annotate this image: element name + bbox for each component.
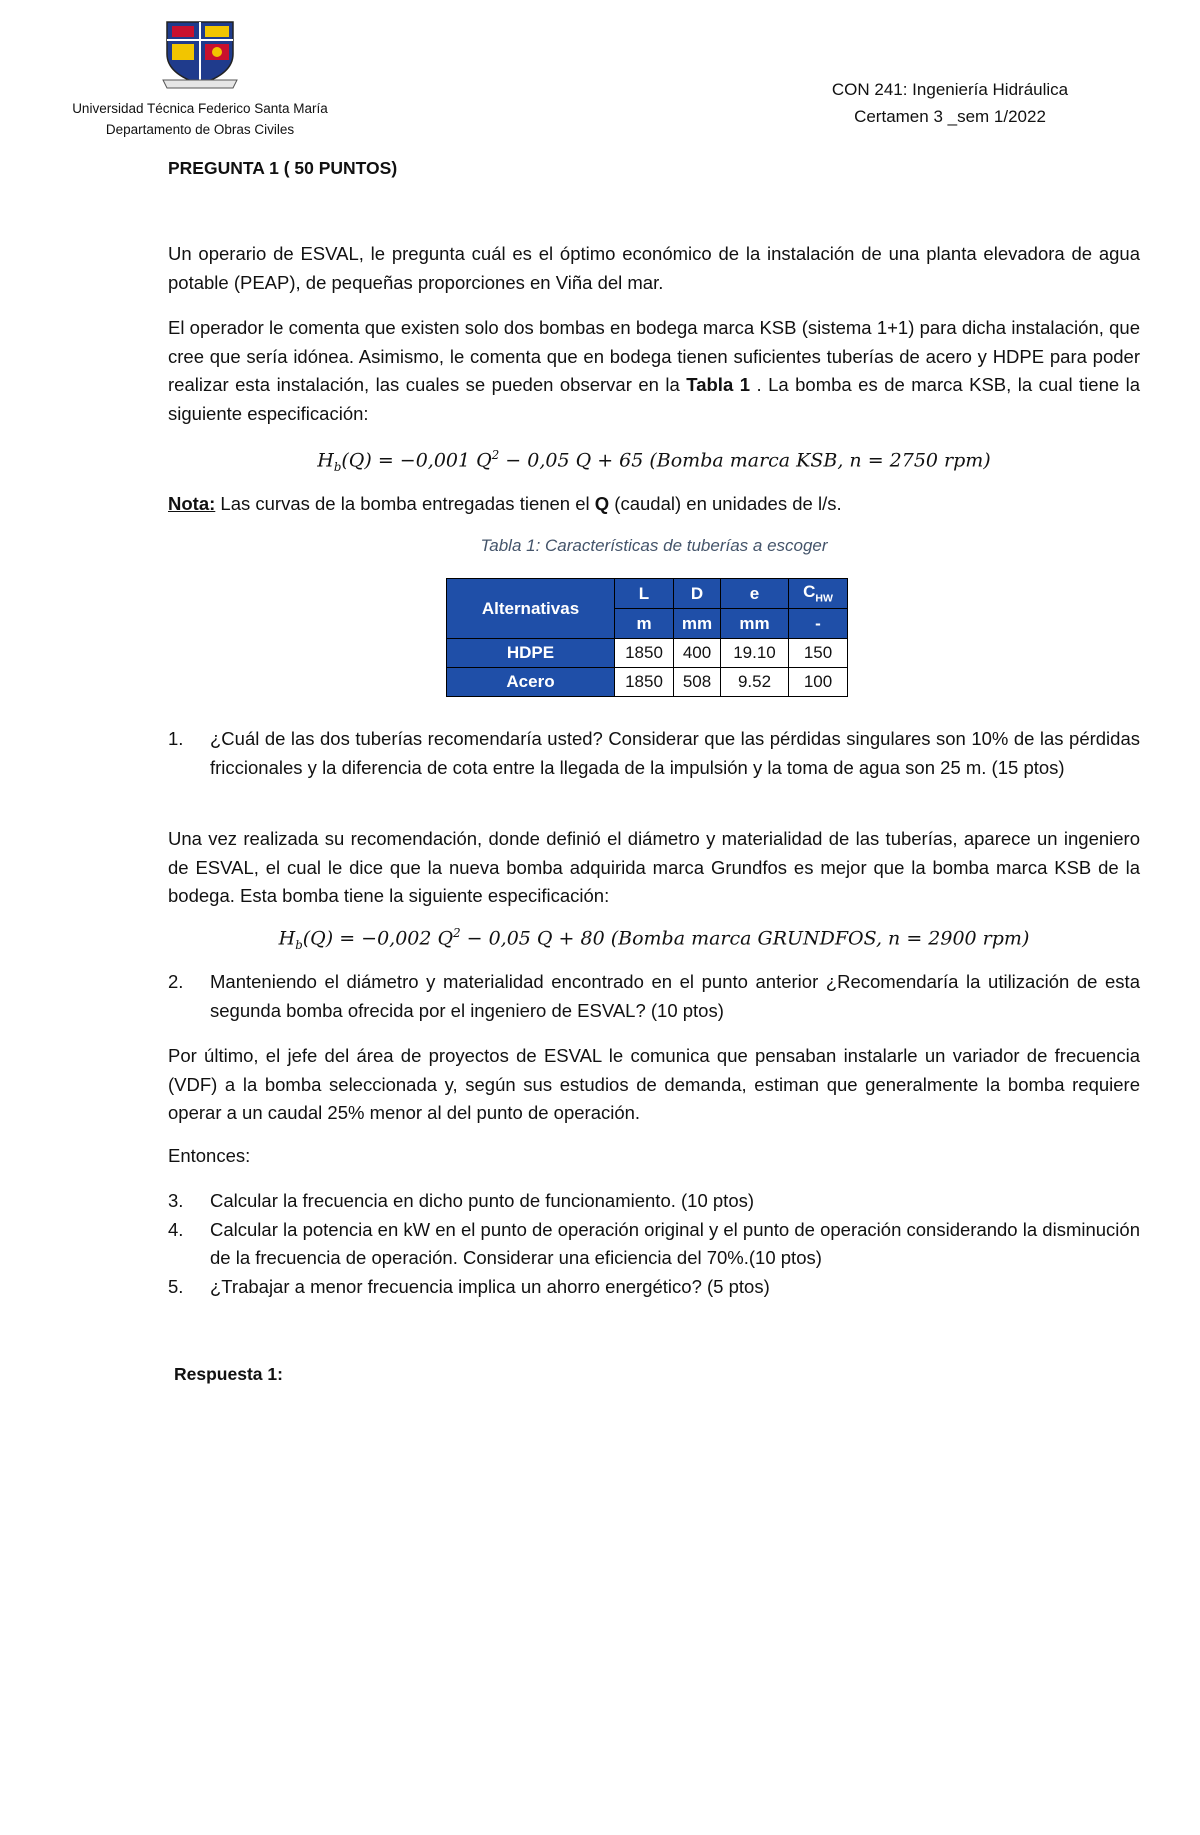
- answer-label: Respuesta 1:: [174, 1364, 283, 1384]
- item-text: Manteniendo el diámetro y materialidad encontrado en el punto anterior ¿Recomendaría la utilización de esta segunda bomba ofrecida por el ingeniero de ESVAL? (10 ptos): [210, 971, 1140, 1021]
- intro-paragraph-1: Un operario de ESVAL, le pregunta cuál es el óptimo económico de la instalación de una planta elevadora de agua potable (PEAP), de pequeñas proporciones en Viña del mar.: [168, 243, 1140, 293]
- paragraph-vdf: Por último, el jefe del área de proyectos de ESVAL le comunica que pensaban instalarle un variador de frecuencia (VDF) a la bomba seleccionada y, según sus estudios de demanda, estiman que generalmente la bomba requiere operar a un caudal 25% menor al del punto de operación.: [168, 1045, 1140, 1123]
- course-name: CON 241: Ingeniería Hidráulica: [831, 80, 1069, 99]
- paragraph-entonces: Entonces:: [168, 1145, 251, 1166]
- col-header-C: $C_{HW}$: [789, 579, 848, 609]
- table-cell: 9.52: [721, 668, 789, 697]
- exam-name: Certamen 3 _sem 1/2022: [854, 107, 1046, 126]
- item-number: 5.: [168, 1275, 184, 1297]
- intro-text-a: El operador le comenta que existen solo dos bombas en bodega marca KSB (sistema 1+1) para dicha instalación, que cree que sería idónea. Asimismo, le comenta que en bodega tienen suficientes tuberías de acero y HDPE para poder realizar esta instalación, las cuales se pueden observar en la: [168, 317, 1140, 395]
- col-unit-L: m: [615, 609, 674, 639]
- question-item-4: [168, 1216, 1140, 1273]
- university-logo: [155, 18, 245, 90]
- table-cell: 1850: [615, 639, 674, 668]
- item-number: 1.: [168, 728, 184, 749]
- intro-text-b: . La bomba es de marca KSB, la cual tiene la siguiente especificación:: [168, 374, 1141, 424]
- ksb-pump-equation: $H_b(Q) = -0,001$ $Q^2 - 0,05$ Q + 65 (Bomba marca KSB, n = 2750 rpm): [317, 448, 991, 475]
- col-header-e: e: [721, 579, 789, 609]
- item-number: 4.: [168, 1218, 184, 1240]
- question-item-2: [168, 968, 1140, 1025]
- table-cell: 100: [789, 668, 848, 697]
- note-label: Nota:: [168, 493, 216, 514]
- item-number: 3.: [168, 1190, 184, 1211]
- item-text: Calcular la potencia en kW en el punto de operación original y el punto de operación considerando la disminución de la frecuencia de operación. Considerar una eficiencia del 70%.(10 ptos): [210, 1218, 1140, 1268]
- item-text: Calcular la frecuencia en dicho punto de funcionamiento. (10 ptos): [210, 1190, 755, 1211]
- university-name: Universidad Técnica Federico Santa María: [72, 101, 328, 116]
- course-header: [800, 76, 1100, 130]
- table-caption: Tabla 1: Características de tuberías a escoger: [480, 536, 828, 555]
- table-cell: 508: [674, 668, 721, 697]
- col-header-D: D: [674, 579, 721, 609]
- item-text: ¿Trabajar a menor frecuencia implica un ahorro energético? (5 ptos): [210, 1275, 770, 1297]
- table-cell: 400: [674, 639, 721, 668]
- grundfos-pump-equation: $H_b(Q) = -0,002$ $Q^2 - 0,05$ Q + 80 (Bomba marca GRUNDFOS, n = 2900 rpm): [278, 926, 1030, 953]
- table-header-alternatives: Alternativas: [447, 579, 615, 639]
- question-item-1: [168, 725, 1140, 782]
- table-cell: 1850: [615, 668, 674, 697]
- question-items-3-5: [168, 1187, 1140, 1301]
- item-text: ¿Cuál de las dos tuberías recomendaría usted? Considerar que las pérdidas singulares son 10% de las pérdidas friccionales y la diferencia de cota entre la llegada de la impulsión y la toma de agua son 25 m. (15 ptos): [210, 728, 1140, 778]
- table-cell: 19.10: [721, 639, 789, 668]
- col-header-L: L: [615, 579, 674, 609]
- table-row: [447, 639, 848, 668]
- question-item-5: [168, 1273, 1140, 1302]
- pipe-table: [446, 578, 848, 697]
- university-header: [60, 18, 340, 140]
- row-name-hdpe: HDPE: [447, 639, 615, 668]
- col-unit-C: -: [789, 609, 848, 639]
- table-reference: Tabla 1: [686, 374, 750, 395]
- paragraph-grundfos: Una vez realizada su recomendación, donde definió el diámetro y materialidad de las tuberías, aparece un ingeniero de ESVAL, el cual le dice que la nueva bomba adquirida marca Grundfos es mejor que la bomba marca KSB de la bodega. Esta bomba tiene la siguiente especificación:: [168, 828, 1140, 906]
- note: Nota: Las curvas de la bomba entregadas tienen el Q (caudal) en unidades de l/s.: [168, 493, 842, 514]
- table-row: [447, 668, 848, 697]
- item-number: 2.: [168, 971, 184, 992]
- intro-paragraph-2: [168, 314, 1140, 428]
- row-name-acero: Acero: [447, 668, 615, 697]
- col-unit-D: mm: [674, 609, 721, 639]
- question-item-3: [168, 1187, 1140, 1216]
- department-name: Departamento de Obras Civiles: [105, 122, 295, 137]
- question-title: PREGUNTA 1 ( 50 PUNTOS): [168, 158, 398, 178]
- col-unit-e: mm: [721, 609, 789, 639]
- table-cell: 150: [789, 639, 848, 668]
